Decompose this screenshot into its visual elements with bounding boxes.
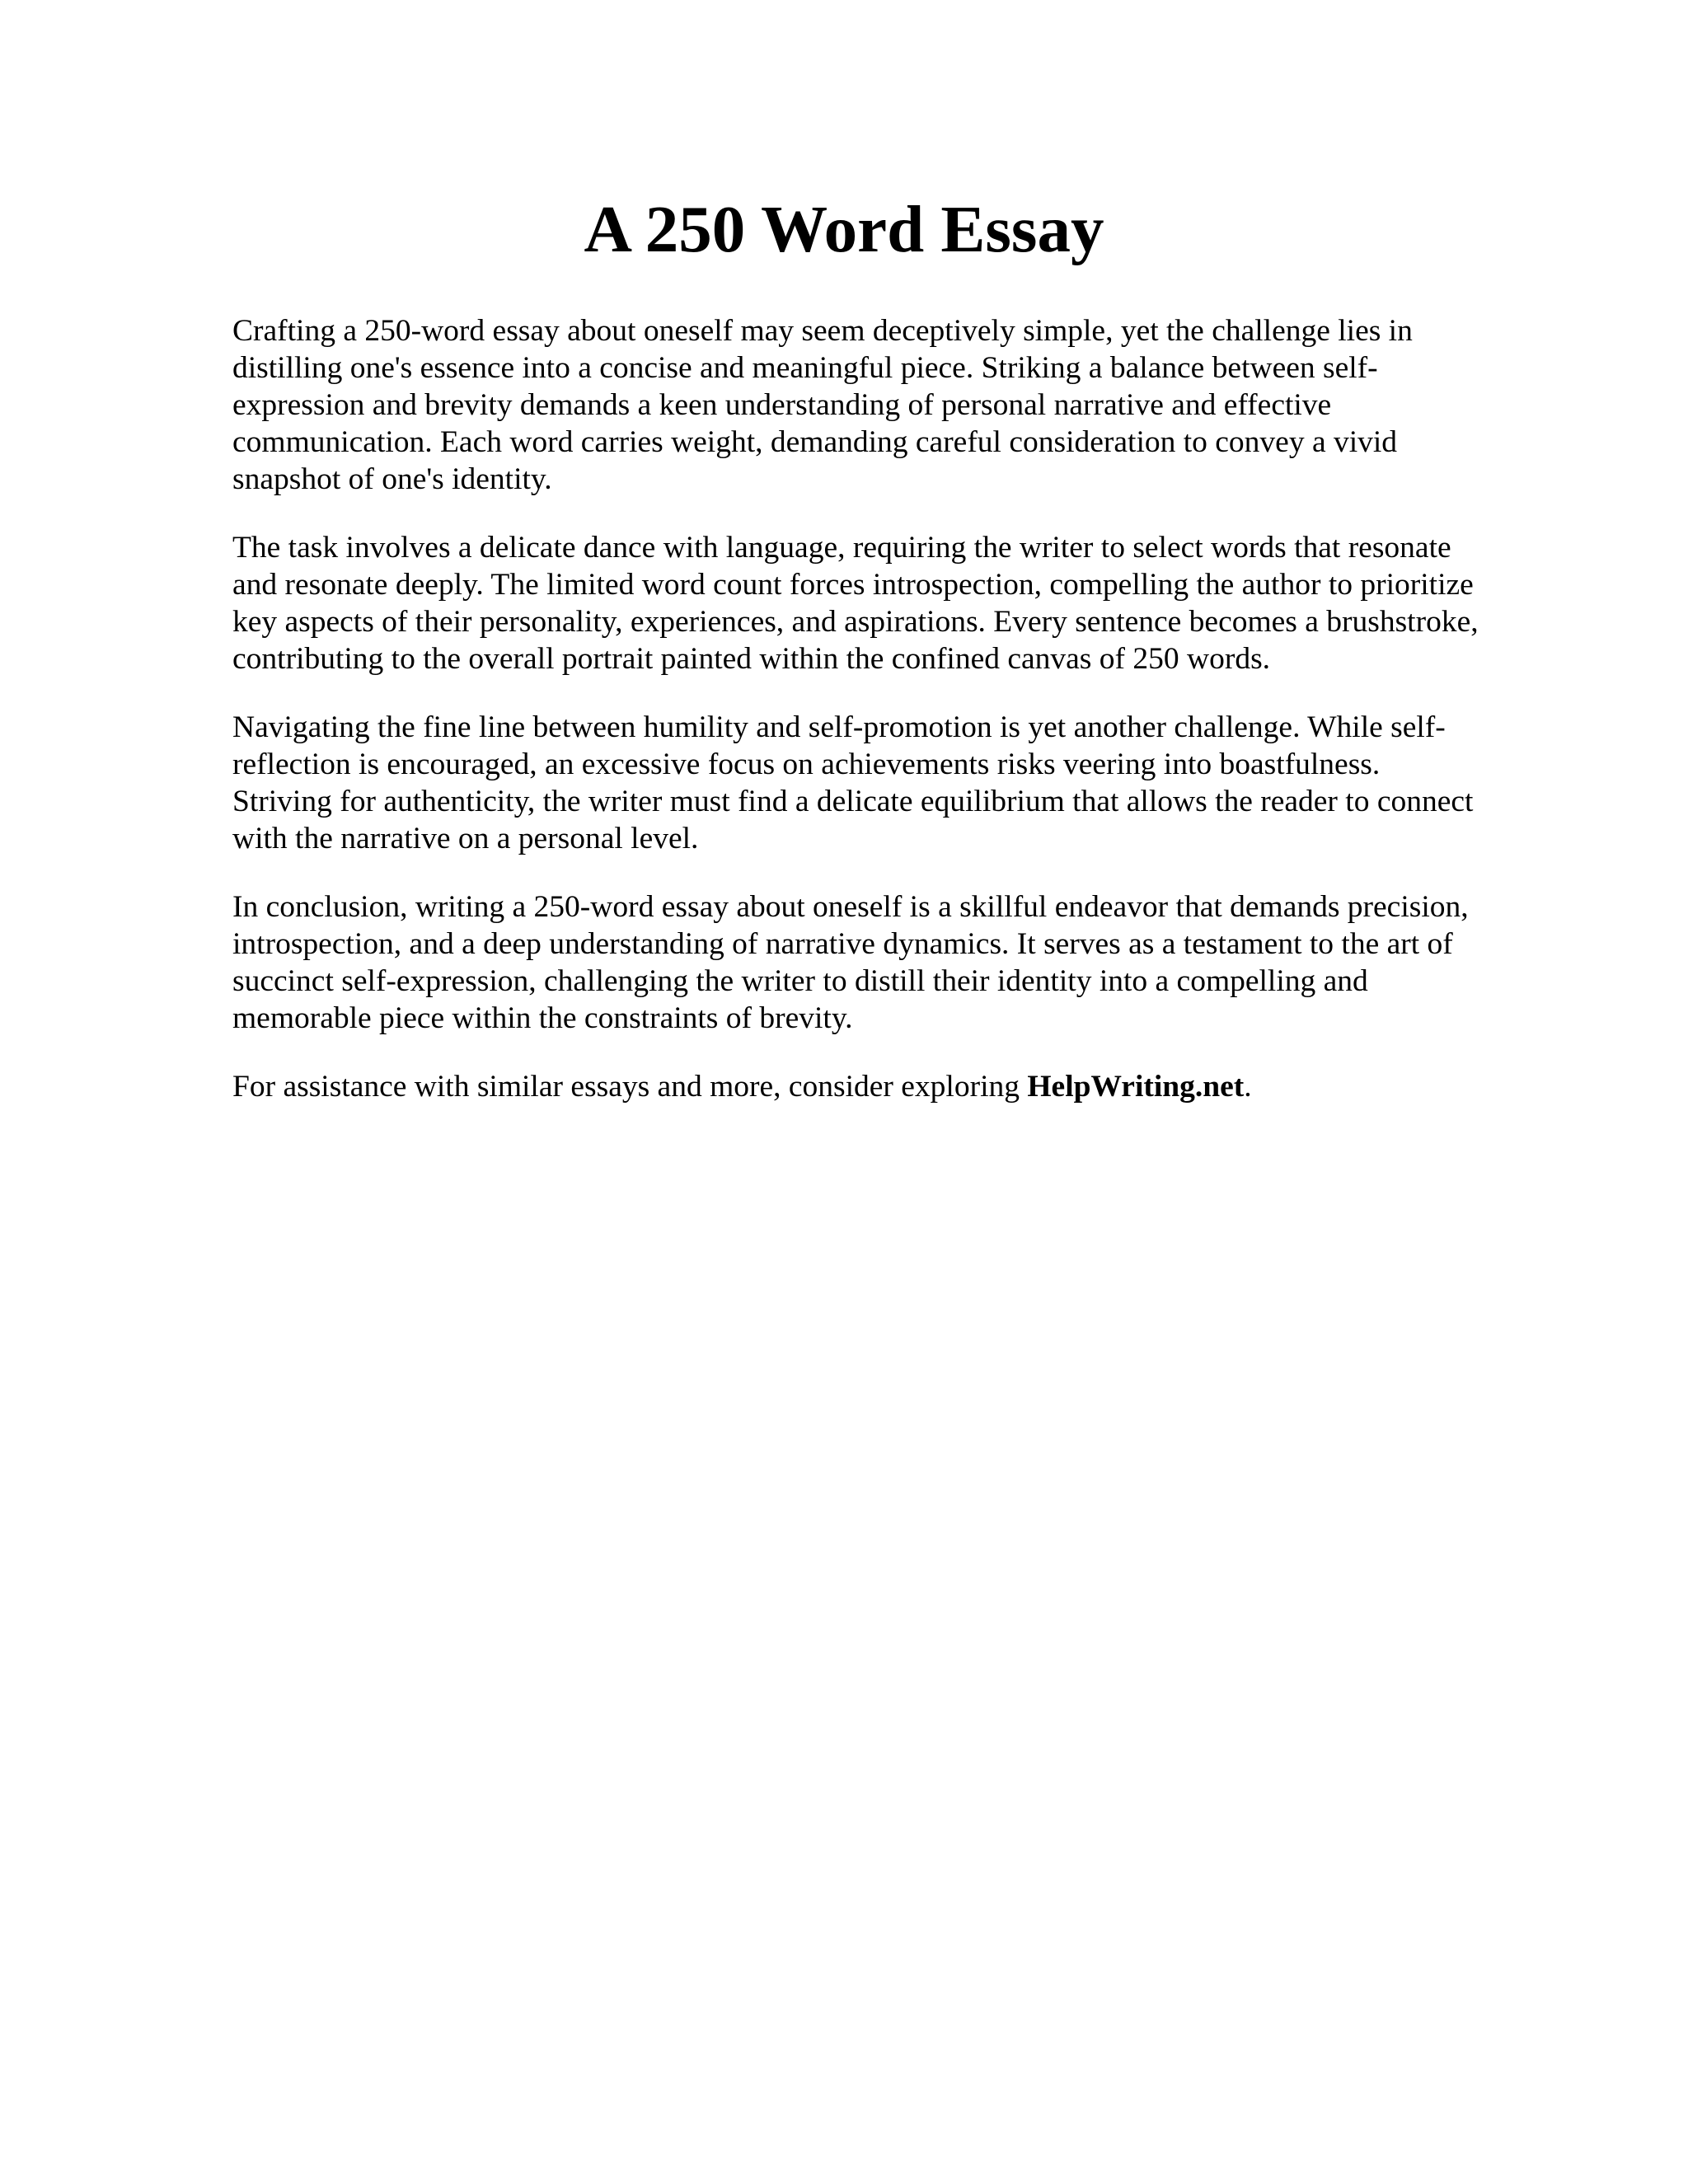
text-line: introspection, and a deep understanding of narrative dynamics. It serves as a testament to the art of xyxy=(232,927,1453,961)
text-line: Navigating the fine line between humility and self-promotion is yet another challenge. While self- xyxy=(232,710,1446,744)
closing-text: For assistance with similar essays and more, consider exploring xyxy=(232,1070,1028,1104)
essay-body xyxy=(232,312,1559,1137)
paragraph-4 xyxy=(232,888,1559,1037)
helpwriting-link[interactable]: HelpWriting.net xyxy=(1027,1070,1245,1104)
text-line: snapshot of one's identity. xyxy=(232,462,552,496)
text-line: contributing to the overall portrait painted within the confined canvas of 250 words. xyxy=(232,642,1271,676)
paragraph-1 xyxy=(232,312,1559,498)
text-line: Striving for authenticity, the writer must find a delicate equilibrium that allows the reader to connect xyxy=(232,785,1474,818)
paragraph-3 xyxy=(232,709,1559,857)
text-line: reflection is encouraged, an excessive focus on achievements risks veering into boastfulness. xyxy=(232,748,1381,781)
text-line: In conclusion, writing a 250-word essay about oneself is a skillful endeavor that demands precision, xyxy=(232,890,1469,924)
text-line: key aspects of their personality, experiences, and aspirations. Every sentence becomes a brushstroke, xyxy=(232,605,1479,639)
text-line: communication. Each word carries weight, demanding careful consideration to convey a vivid xyxy=(232,425,1398,459)
text-line: and resonate deeply. The limited word count forces introspection, compelling the author to prioritize xyxy=(232,568,1474,602)
page-title: A 250 Word Essay xyxy=(584,192,1104,266)
text-line: The task involves a delicate dance with language, requiring the writer to select words that resonate xyxy=(232,531,1451,565)
closing-paragraph xyxy=(232,1068,1559,1105)
text-line: Crafting a 250-word essay about oneself may seem deceptively simple, yet the challenge lies in xyxy=(232,314,1413,348)
text-line: distilling one's essence into a concise and meaningful piece. Striking a balance between self- xyxy=(232,351,1378,385)
closing-period: . xyxy=(1244,1070,1252,1104)
text-line: succinct self-expression, challenging the writer to distill their identity into a compelling and xyxy=(232,964,1368,998)
text-line: expression and brevity demands a keen understanding of personal narrative and effective xyxy=(232,388,1332,422)
paragraph-2 xyxy=(232,529,1559,677)
text-line: with the narrative on a personal level. xyxy=(232,822,699,855)
text-line: memorable piece within the constraints of brevity. xyxy=(232,1001,853,1035)
